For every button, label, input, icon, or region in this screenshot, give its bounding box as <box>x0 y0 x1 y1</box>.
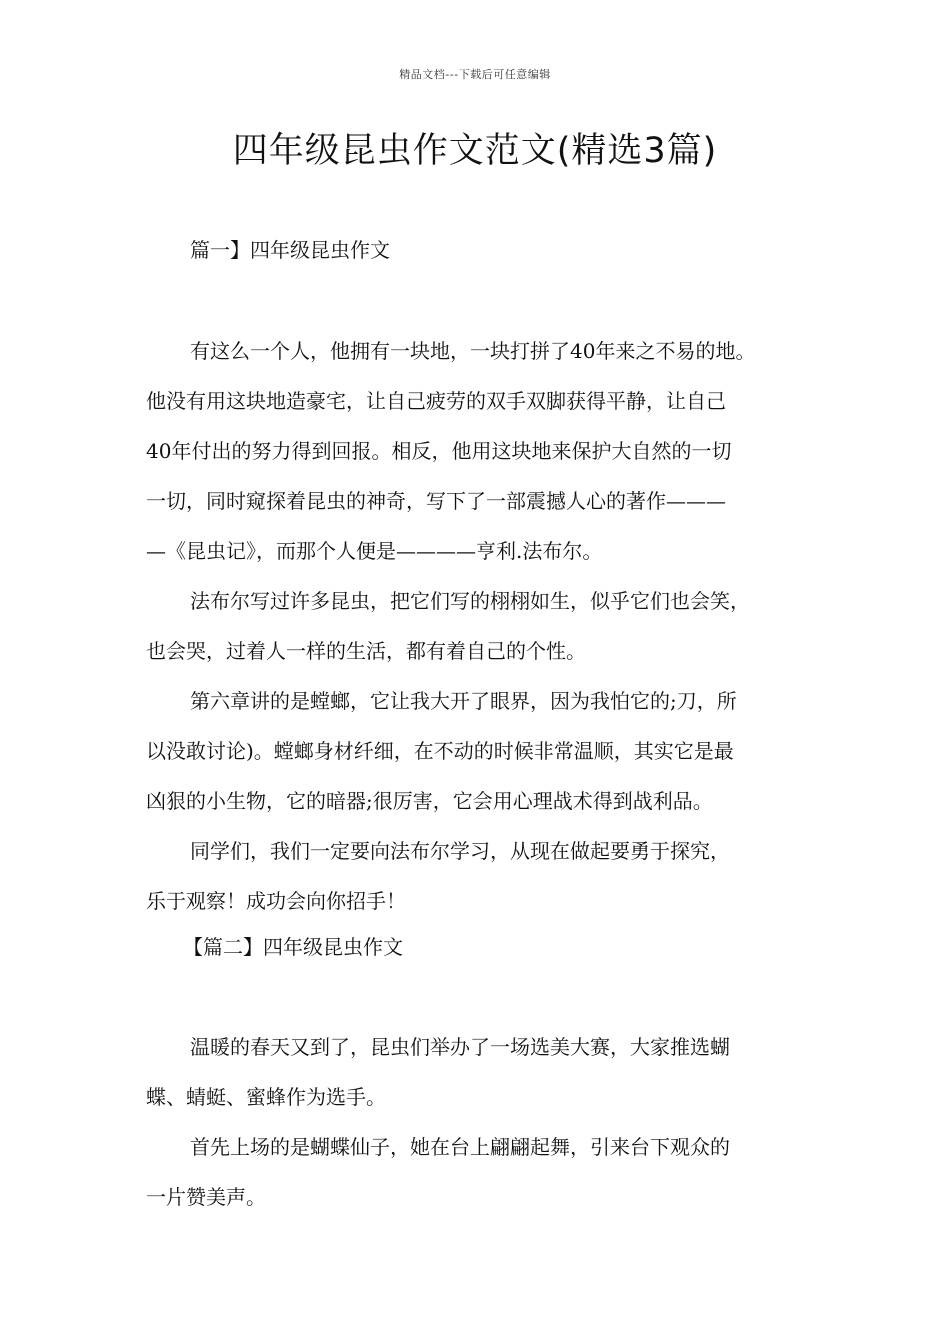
text-line: 蝶、蜻蜓、蜜蜂作为选手。 <box>146 1085 386 1109</box>
text-line: 以没敢讨论)。螳螂身材纤细，在不动的时候非常温顺，其实它是最 <box>146 739 734 763</box>
section-1-body <box>146 326 826 926</box>
document-title: 四年级昆虫作文范文(精选3篇) <box>232 131 718 171</box>
page-header: 精品文档---下载后可任意编辑 <box>399 68 551 81</box>
text-line: 法布尔写过许多昆虫，把它们写的栩栩如生，似乎它们也会笑， <box>190 589 750 613</box>
text-line: —《昆虫记》，而那个人便是————亨利.法布尔。 <box>146 539 603 563</box>
text-line: 首先上场的是蝴蝶仙子，她在台上翩翩起舞，引来台下观众的 <box>190 1135 730 1159</box>
text-line: 第六章讲的是螳螂，它让我大开了眼界，因为我怕它的;刀，所 <box>190 689 737 713</box>
text-line: 一切，同时窥探着昆虫的神奇，写下了一部震撼人心的著作——— <box>146 489 726 513</box>
text-line: 40年付出的努力得到回报。相反，他用这块地来保护大自然的一切 <box>146 439 732 463</box>
text-line: 有这么一个人，他拥有一块地，一块打拼了40年来之不易的地。 <box>190 339 756 363</box>
text-line: 一片赞美声。 <box>146 1185 266 1209</box>
text-line: 乐于观察！成功会向你招手！ <box>146 889 406 913</box>
text-line: 温暖的春天又到了，昆虫们举办了一场选美大赛，大家推选蝴 <box>190 1035 730 1059</box>
text-line: 同学们，我们一定要向法布尔学习，从现在做起要勇于探究， <box>190 839 730 863</box>
text-line: 也会哭，过着人一样的生活，都有着自己的个性。 <box>146 639 586 663</box>
text-line: 他没有用这块地造豪宅，让自己疲劳的双手双脚获得平静，让自己 <box>146 389 726 413</box>
section-2-body <box>146 1022 826 1222</box>
text-line: 凶狠的小生物，它的暗器;很厉害，它会用心理战术得到战利品。 <box>146 789 713 813</box>
section-heading-1: 篇一】四年级昆虫作文 <box>190 238 390 262</box>
section-heading-2: 【篇二】四年级昆虫作文 <box>183 935 403 959</box>
